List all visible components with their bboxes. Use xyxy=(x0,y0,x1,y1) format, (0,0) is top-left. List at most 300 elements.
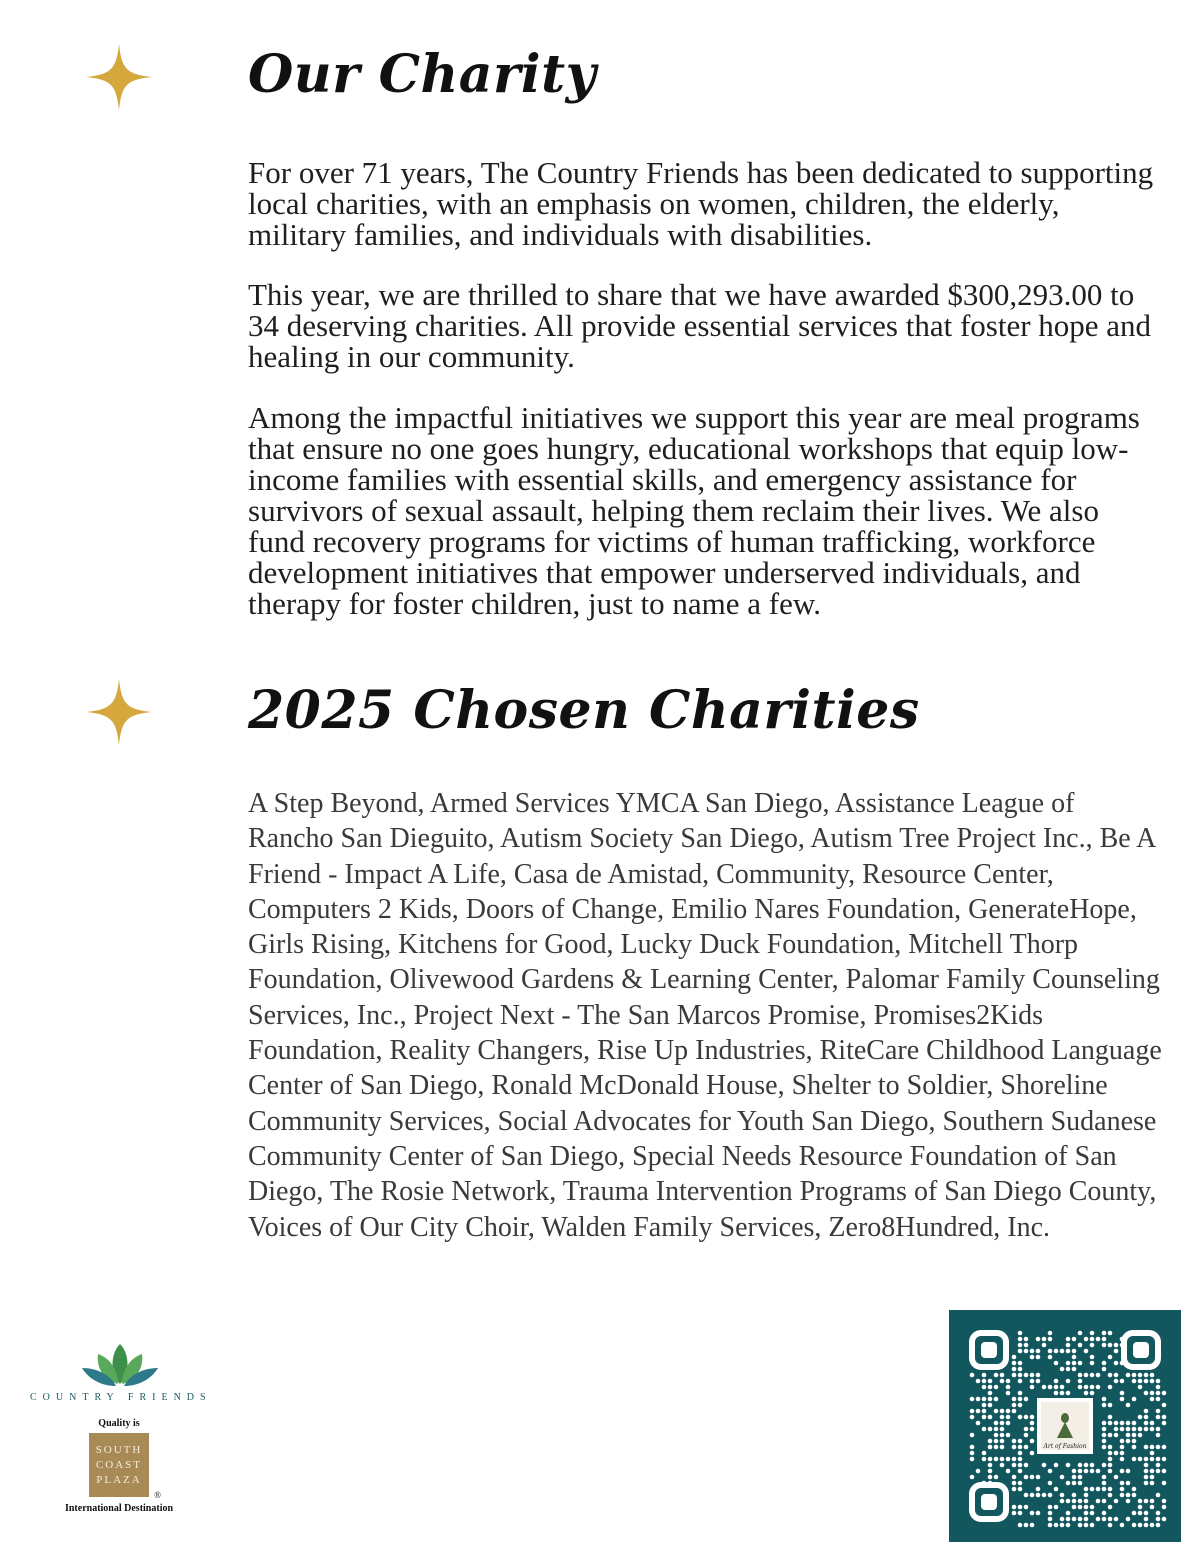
qr-dot xyxy=(994,1439,999,1444)
qr-dot xyxy=(1114,1343,1119,1348)
qr-dot xyxy=(1120,1487,1125,1492)
qr-dot xyxy=(1018,1457,1023,1462)
qr-dot xyxy=(1114,1499,1119,1504)
qr-dot xyxy=(1108,1433,1113,1438)
qr-dot xyxy=(1084,1505,1089,1510)
qr-dot xyxy=(1102,1337,1107,1342)
qr-dot xyxy=(1138,1373,1143,1378)
qr-dot xyxy=(994,1457,999,1462)
qr-dot xyxy=(1006,1385,1011,1390)
qr-dot xyxy=(1138,1379,1143,1384)
qr-dot xyxy=(1162,1403,1167,1408)
qr-dot xyxy=(1078,1379,1083,1384)
qr-dot xyxy=(1126,1493,1131,1498)
qr-dot xyxy=(1048,1493,1053,1498)
qr-dot xyxy=(1018,1373,1023,1378)
qr-dot xyxy=(1078,1385,1083,1390)
qr-dot xyxy=(1066,1517,1071,1522)
qr-dot xyxy=(1084,1373,1089,1378)
qr-dot xyxy=(1150,1421,1155,1426)
qr-dot xyxy=(1012,1361,1017,1366)
qr-dot xyxy=(1090,1337,1095,1342)
qr-dot xyxy=(1090,1385,1095,1390)
qr-dot xyxy=(1144,1445,1149,1450)
qr-dot xyxy=(994,1409,999,1414)
qr-dot xyxy=(1030,1373,1035,1378)
qr-dot xyxy=(1102,1367,1107,1372)
qr-dot xyxy=(1018,1445,1023,1450)
leaf-logo-icon xyxy=(80,1340,160,1388)
qr-dot xyxy=(1078,1499,1083,1504)
qr-dot xyxy=(1150,1499,1155,1504)
qr-dot xyxy=(1078,1373,1083,1378)
qr-dot xyxy=(1024,1505,1029,1510)
qr-dot xyxy=(1090,1391,1095,1396)
qr-dot xyxy=(1102,1331,1107,1336)
qr-dot xyxy=(1048,1523,1053,1528)
qr-dot xyxy=(1072,1361,1077,1366)
qr-dot xyxy=(1120,1391,1125,1396)
qr-dot xyxy=(1012,1511,1017,1516)
qr-dot xyxy=(1018,1481,1023,1486)
qr-dot xyxy=(1132,1439,1137,1444)
qr-dot xyxy=(1012,1373,1017,1378)
qr-dot xyxy=(1078,1463,1083,1468)
qr-dot xyxy=(1030,1415,1035,1420)
qr-dot xyxy=(1126,1433,1131,1438)
qr-dot xyxy=(1102,1397,1107,1402)
qr-dot xyxy=(982,1409,987,1414)
qr-dot xyxy=(1066,1481,1071,1486)
qr-dot xyxy=(1096,1499,1101,1504)
qr-dot xyxy=(1138,1415,1143,1420)
qr-dot xyxy=(1138,1427,1143,1432)
qr-dot xyxy=(982,1397,987,1402)
qr-dot xyxy=(1018,1331,1023,1336)
qr-dot xyxy=(1036,1511,1041,1516)
qr-dot xyxy=(1096,1487,1101,1492)
qr-dot xyxy=(1018,1361,1023,1366)
qr-dot xyxy=(1114,1433,1119,1438)
qr-dot xyxy=(1072,1355,1077,1360)
qr-dot xyxy=(1126,1499,1131,1504)
qr-dot xyxy=(1102,1421,1107,1426)
qr-dot xyxy=(1042,1343,1047,1348)
qr-dot xyxy=(1012,1439,1017,1444)
qr-dot xyxy=(1054,1391,1059,1396)
qr-dot xyxy=(1150,1445,1155,1450)
qr-dot xyxy=(1108,1505,1113,1510)
qr-dot xyxy=(1108,1523,1113,1528)
qr-dot xyxy=(1090,1523,1095,1528)
qr-dot xyxy=(1066,1511,1071,1516)
qr-dot xyxy=(1144,1409,1149,1414)
qr-code[interactable] xyxy=(949,1310,1181,1542)
qr-dot xyxy=(1150,1451,1155,1456)
qr-dot xyxy=(988,1379,993,1384)
qr-dot xyxy=(1084,1499,1089,1504)
qr-dot xyxy=(1126,1373,1131,1378)
qr-dot xyxy=(1042,1385,1047,1390)
qr-dot xyxy=(1072,1517,1077,1522)
qr-dot xyxy=(1054,1379,1059,1384)
qr-dot xyxy=(1120,1379,1125,1384)
qr-dot xyxy=(1108,1421,1113,1426)
qr-dot xyxy=(1084,1511,1089,1516)
qr-dot xyxy=(1024,1337,1029,1342)
qr-dot xyxy=(1072,1475,1077,1480)
qr-dot xyxy=(1138,1385,1143,1390)
qr-dot xyxy=(1012,1355,1017,1360)
qr-dot xyxy=(1126,1427,1131,1432)
qr-dot xyxy=(1102,1517,1107,1522)
qr-dot xyxy=(1036,1349,1041,1354)
qr-dot xyxy=(1132,1493,1137,1498)
qr-dot xyxy=(1054,1505,1059,1510)
qr-dot xyxy=(1144,1457,1149,1462)
qr-dot xyxy=(976,1379,981,1384)
qr-dot xyxy=(994,1445,999,1450)
qr-dot xyxy=(1000,1427,1005,1432)
qr-dot xyxy=(1084,1391,1089,1396)
qr-dot xyxy=(1054,1361,1059,1366)
qr-dot xyxy=(1096,1517,1101,1522)
qr-dot xyxy=(1126,1481,1131,1486)
qr-dot xyxy=(1114,1421,1119,1426)
qr-dot xyxy=(1132,1379,1137,1384)
qr-dot xyxy=(982,1379,987,1384)
sparkle-star-icon xyxy=(86,44,152,110)
qr-dot xyxy=(1120,1397,1125,1402)
sparkle-star-icon xyxy=(86,679,152,745)
plaza-line: COAST xyxy=(95,1458,143,1471)
qr-dot xyxy=(1084,1469,1089,1474)
qr-dot xyxy=(1162,1505,1167,1510)
qr-dot xyxy=(1150,1505,1155,1510)
qr-dot xyxy=(1162,1391,1167,1396)
qr-dot xyxy=(1048,1355,1053,1360)
qr-dot xyxy=(1036,1355,1041,1360)
qr-dot xyxy=(970,1475,975,1480)
qr-dot xyxy=(1006,1469,1011,1474)
qr-dot xyxy=(994,1385,999,1390)
qr-dot xyxy=(1084,1517,1089,1522)
qr-dot xyxy=(1012,1481,1017,1486)
qr-dot xyxy=(1114,1379,1119,1384)
qr-dot xyxy=(1042,1337,1047,1342)
qr-dot xyxy=(988,1385,993,1390)
qr-dot xyxy=(1102,1433,1107,1438)
qr-dot xyxy=(1072,1499,1077,1504)
qr-dot xyxy=(1072,1349,1077,1354)
qr-dot xyxy=(1006,1409,1011,1414)
qr-dot xyxy=(1120,1523,1125,1528)
qr-dot xyxy=(970,1415,975,1420)
qr-dot xyxy=(1126,1421,1131,1426)
qr-dot xyxy=(1120,1445,1125,1450)
qr-dot xyxy=(1138,1505,1143,1510)
qr-dot xyxy=(982,1403,987,1408)
qr-dot xyxy=(1132,1373,1137,1378)
qr-dot xyxy=(1030,1493,1035,1498)
qr-dot xyxy=(988,1475,993,1480)
qr-dot xyxy=(1066,1523,1071,1528)
qr-dot xyxy=(1114,1373,1119,1378)
south-coast-plaza-logo xyxy=(48,1418,190,1514)
qr-dot xyxy=(988,1469,993,1474)
qr-dot xyxy=(1156,1463,1161,1468)
qr-dot xyxy=(1018,1379,1023,1384)
qr-dot xyxy=(1126,1439,1131,1444)
qr-dot xyxy=(1156,1517,1161,1522)
qr-dot xyxy=(1060,1493,1065,1498)
qr-dot xyxy=(1024,1475,1029,1480)
qr-dot xyxy=(1156,1379,1161,1384)
qr-dot xyxy=(1144,1481,1149,1486)
qr-dot xyxy=(1138,1499,1143,1504)
qr-dot xyxy=(1030,1427,1035,1432)
qr-dot xyxy=(1006,1433,1011,1438)
qr-dot xyxy=(1114,1349,1119,1354)
qr-dot xyxy=(1120,1493,1125,1498)
qr-dot xyxy=(994,1373,999,1378)
qr-dot xyxy=(1000,1433,1005,1438)
qr-dot xyxy=(1162,1481,1167,1486)
qr-dot xyxy=(1066,1349,1071,1354)
charity-paragraph-2: This year, we are thrilled to share that we have awarded $300,293.00 to 34 deserving charities. All provide essential services that foster hope and healing in our community. xyxy=(248,277,1152,374)
qr-dot xyxy=(1048,1481,1053,1486)
qr-dot xyxy=(1018,1463,1023,1468)
qr-dot xyxy=(1048,1517,1053,1522)
qr-dot xyxy=(1090,1361,1095,1366)
qr-dot xyxy=(1156,1457,1161,1462)
charity-paragraph-1: For over 71 years, The Country Friends has been dedicated to supporting local charities, with an emphasis on women, children, the elderly, military families, and individuals with disabilities. xyxy=(248,155,1154,252)
qr-dot xyxy=(1054,1463,1059,1468)
qr-dot xyxy=(1120,1421,1125,1426)
qr-dot xyxy=(1108,1451,1113,1456)
qr-dot xyxy=(1108,1343,1113,1348)
qr-dot xyxy=(1060,1385,1065,1390)
qr-dot xyxy=(1024,1445,1029,1450)
qr-dot xyxy=(1012,1445,1017,1450)
qr-dot xyxy=(1060,1367,1065,1372)
qr-dot xyxy=(1132,1397,1137,1402)
qr-dot xyxy=(982,1415,987,1420)
qr-dot xyxy=(1024,1343,1029,1348)
qr-dot xyxy=(1144,1517,1149,1522)
qr-dot xyxy=(1066,1463,1071,1468)
qr-dot xyxy=(1102,1481,1107,1486)
qr-dot xyxy=(1150,1397,1155,1402)
qr-dot xyxy=(976,1409,981,1414)
qr-dot xyxy=(1066,1499,1071,1504)
section-heading-our-charity: Our Charity xyxy=(248,44,597,105)
qr-dot xyxy=(1030,1349,1035,1354)
qr-dot xyxy=(1036,1487,1041,1492)
qr-dot xyxy=(1000,1457,1005,1462)
qr-dot xyxy=(1078,1343,1083,1348)
qr-dot xyxy=(1156,1523,1161,1528)
qr-dot xyxy=(1066,1379,1071,1384)
qr-dot xyxy=(1108,1445,1113,1450)
qr-dot xyxy=(1090,1511,1095,1516)
qr-dot xyxy=(1000,1421,1005,1426)
qr-dot xyxy=(982,1385,987,1390)
registered-mark: ® xyxy=(154,1490,161,1500)
qr-dot xyxy=(1084,1463,1089,1468)
qr-dot xyxy=(1066,1343,1071,1348)
qr-dot xyxy=(1006,1457,1011,1462)
qr-dot xyxy=(1078,1331,1083,1336)
qr-dot xyxy=(1060,1523,1065,1528)
qr-dot xyxy=(1108,1457,1113,1462)
qr-dot xyxy=(1000,1373,1005,1378)
qr-dot xyxy=(1120,1451,1125,1456)
qr-dot xyxy=(1018,1469,1023,1474)
qr-dot xyxy=(1150,1427,1155,1432)
qr-dot xyxy=(1090,1331,1095,1336)
qr-dot xyxy=(1126,1403,1131,1408)
qr-dot xyxy=(1132,1523,1137,1528)
qr-dot xyxy=(1072,1493,1077,1498)
qr-dot xyxy=(1078,1481,1083,1486)
qr-dot xyxy=(1024,1433,1029,1438)
qr-dot xyxy=(1000,1445,1005,1450)
qr-dot xyxy=(976,1469,981,1474)
qr-dot xyxy=(970,1373,975,1378)
qr-dot xyxy=(1114,1361,1119,1366)
qr-dot xyxy=(1150,1391,1155,1396)
qr-dot xyxy=(1120,1427,1125,1432)
qr-dot xyxy=(1006,1421,1011,1426)
qr-dot xyxy=(1108,1373,1113,1378)
qr-dot xyxy=(982,1451,987,1456)
qr-dot xyxy=(1048,1385,1053,1390)
qr-dot xyxy=(1036,1379,1041,1384)
international-destination-text: International Destination xyxy=(64,1503,174,1514)
qr-dot xyxy=(1078,1517,1083,1522)
qr-dot xyxy=(1018,1403,1023,1408)
qr-dot xyxy=(994,1433,999,1438)
qr-center-label: Art of Fashion xyxy=(1043,1443,1087,1450)
qr-dot xyxy=(988,1403,993,1408)
qr-dot xyxy=(970,1433,975,1438)
plaza-line: SOUTH xyxy=(95,1443,143,1456)
qr-dot xyxy=(1102,1403,1107,1408)
qr-dot xyxy=(1012,1403,1017,1408)
qr-dot xyxy=(1072,1481,1077,1486)
qr-dot xyxy=(1030,1439,1035,1444)
qr-dot xyxy=(1108,1415,1113,1420)
qr-dot xyxy=(1132,1421,1137,1426)
qr-dot xyxy=(1102,1511,1107,1516)
qr-dot xyxy=(1144,1511,1149,1516)
qr-dot xyxy=(1066,1337,1071,1342)
qr-dot xyxy=(1102,1499,1107,1504)
qr-dot xyxy=(994,1427,999,1432)
qr-dot xyxy=(1000,1409,1005,1414)
qr-dot xyxy=(1078,1469,1083,1474)
qr-dot xyxy=(1156,1391,1161,1396)
qr-dot xyxy=(994,1421,999,1426)
qr-dot xyxy=(1162,1517,1167,1522)
qr-dot xyxy=(1102,1487,1107,1492)
qr-dot xyxy=(1162,1469,1167,1474)
qr-dot xyxy=(1048,1469,1053,1474)
qr-dot xyxy=(988,1391,993,1396)
qr-dot xyxy=(1120,1439,1125,1444)
qr-dot xyxy=(1120,1469,1125,1474)
qr-dot xyxy=(1060,1475,1065,1480)
qr-dot xyxy=(1102,1427,1107,1432)
qr-dot xyxy=(988,1397,993,1402)
qr-dot xyxy=(1144,1469,1149,1474)
qr-dot xyxy=(1132,1445,1137,1450)
qr-dot xyxy=(1060,1517,1065,1522)
qr-dot xyxy=(1042,1493,1047,1498)
qr-dot xyxy=(1030,1421,1035,1426)
qr-dot xyxy=(1024,1523,1029,1528)
qr-dot xyxy=(1066,1361,1071,1366)
qr-dot xyxy=(1012,1397,1017,1402)
qr-dot xyxy=(1030,1355,1035,1360)
qr-dot xyxy=(1090,1343,1095,1348)
qr-dot xyxy=(1132,1457,1137,1462)
qr-dot xyxy=(1024,1397,1029,1402)
qr-dot xyxy=(1090,1469,1095,1474)
qr-dot xyxy=(1108,1517,1113,1522)
qr-dot xyxy=(1108,1331,1113,1336)
qr-dot xyxy=(1018,1439,1023,1444)
qr-dot xyxy=(1114,1451,1119,1456)
qr-dot xyxy=(1144,1523,1149,1528)
qr-dot xyxy=(1162,1421,1167,1426)
qr-dot xyxy=(1096,1469,1101,1474)
qr-dot xyxy=(1138,1511,1143,1516)
qr-dot xyxy=(1048,1505,1053,1510)
qr-dot xyxy=(1006,1379,1011,1384)
qr-dot xyxy=(1156,1409,1161,1414)
qr-dot xyxy=(1084,1349,1089,1354)
qr-dot xyxy=(982,1457,987,1462)
qr-dot xyxy=(1108,1469,1113,1474)
qr-dot xyxy=(1018,1415,1023,1420)
qr-dot xyxy=(1162,1499,1167,1504)
qr-dot xyxy=(1144,1373,1149,1378)
qr-dot xyxy=(1132,1511,1137,1516)
qr-dot xyxy=(1090,1463,1095,1468)
qr-dot xyxy=(994,1475,999,1480)
qr-dot xyxy=(1090,1355,1095,1360)
qr-dot xyxy=(1048,1337,1053,1342)
qr-dot xyxy=(1144,1379,1149,1384)
qr-dot xyxy=(1036,1475,1041,1480)
qr-dot xyxy=(1084,1337,1089,1342)
qr-dot xyxy=(1012,1409,1017,1414)
qr-dot xyxy=(1150,1373,1155,1378)
qr-dot xyxy=(1024,1463,1029,1468)
qr-dot xyxy=(1144,1391,1149,1396)
qr-dot xyxy=(1138,1433,1143,1438)
qr-dot xyxy=(1144,1475,1149,1480)
qr-dot xyxy=(1030,1475,1035,1480)
qr-dot xyxy=(1012,1367,1017,1372)
qr-dot xyxy=(1084,1523,1089,1528)
qr-dot xyxy=(1102,1361,1107,1366)
plaza-line: PLAZA xyxy=(96,1473,142,1486)
qr-dot xyxy=(1156,1469,1161,1474)
qr-dot xyxy=(1108,1487,1113,1492)
